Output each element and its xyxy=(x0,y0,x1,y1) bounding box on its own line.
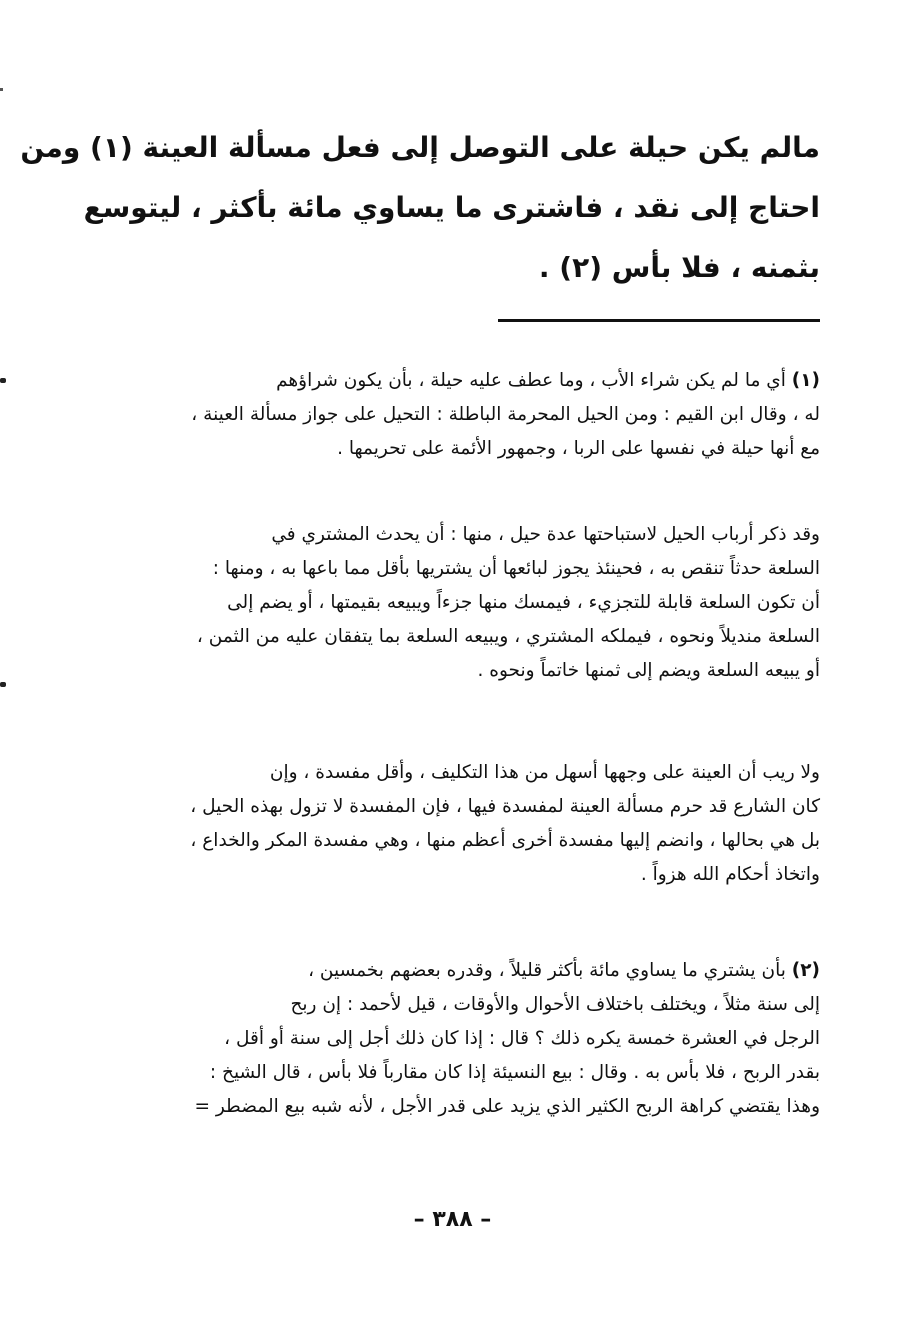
edge-speck xyxy=(0,88,3,91)
footnote-2-number: (٢) xyxy=(791,960,820,981)
main-text-line-1: مالم يكن حيلة على التوصل إلى فعل مسألة العينة (١) ومن xyxy=(20,131,820,164)
footnote-1-p2-line-1: وقد ذكر أرباب الحيل لاستباحتها عدة حيل ، منها : أن يحدث المشتري في xyxy=(271,524,820,545)
edge-mark-upper xyxy=(0,378,6,383)
main-text xyxy=(20,118,820,298)
footnote-2 xyxy=(80,954,820,1124)
footnote-2-line-1 xyxy=(80,954,820,988)
footnote-1-p3-line-1: ولا ريب أن العينة على وجهها أسهل من هذا التكليف ، وأقل مفسدة ، وإن xyxy=(269,762,820,783)
footnote-2-line-4: بقدر الربح ، فلا بأس به . وقال : بيع النسيئة إذا كان مقارباً فلا بأس ، قال الشيخ : xyxy=(209,1062,820,1083)
footnote-1-p3-line-4: واتخاذ أحكام الله هزواً . xyxy=(640,864,820,885)
footnote-2-text-1: بأن يشتري ما يساوي مائة بأكثر قليلاً ، وقدره بعضهم بخمسين ، xyxy=(308,960,786,981)
footnote-1-p2-line-5: أو يبيعه السلعة ويضم إلى ثمنها خاتماً ونحوه . xyxy=(477,660,820,681)
footnote-1-number: (١) xyxy=(791,370,820,391)
footnote-1-text-1: أي ما لم يكن شراء الأب ، وما عطف عليه حيلة ، بأن يكون شراؤهم xyxy=(276,370,786,391)
footnote-1-p3-line-3: بل هي بحالها ، وانضم إليها مفسدة أخرى أعظم منها ، وهي مفسدة المكر والخداع ، xyxy=(190,830,820,851)
footnote-1-p2-line-4: السلعة منديلاً ونحوه ، فيملكه المشتري ، ويبيعه السلعة بما يتفقان عليه من الثمن ، xyxy=(196,626,820,647)
footnote-1-line-1 xyxy=(80,364,820,398)
footnote-2-line-2: إلى سنة مثلاً ، ويختلف باختلاف الأحوال والأوقات ، قيل لأحمد : إن ربح xyxy=(290,994,820,1015)
main-text-line-3: بثمنه ، فلا بأس (٢) . xyxy=(538,251,820,284)
footnote-1-line-3: مع أنها حيلة في نفسها على الربا ، وجمهور الأئمة على تحريمها . xyxy=(337,438,820,459)
footnote-1-p3-line-2: كان الشارع قد حرم مسألة العينة لمفسدة فيها ، فإن المفسدة لا تزول بهذه الحيل ، xyxy=(190,796,820,817)
footnote-1-p2-line-3: أن تكون السلعة قابلة للتجزيء ، فيمسك منها جزءاً ويبيعه بقيمتها ، أو يضم إلى xyxy=(227,592,820,613)
footnote-separator xyxy=(498,319,820,322)
page-number: – ٣٨٨ – xyxy=(413,1207,492,1232)
footnote-1 xyxy=(80,364,820,466)
footnote-1-paragraph-2 xyxy=(80,518,820,688)
footnote-2-line-3: الرجل في العشرة خمسة يكره ذلك ؟ قال : إذا كان ذلك أجل إلى سنة أو أقل ، xyxy=(224,1028,820,1049)
edge-mark-lower xyxy=(0,682,6,687)
footnote-1-line-2: له ، وقال ابن القيم : ومن الحيل المحرمة الباطلة : التحيل على جواز مسألة العينة ، xyxy=(191,404,820,425)
footnote-2-line-5: وهذا يقتضي كراهة الربح الكثير الذي يزيد على قدر الأجل ، لأنه شبه بيع المضطر = xyxy=(194,1096,820,1117)
footnote-1-paragraph-3 xyxy=(80,756,820,892)
footnote-1-p2-line-2: السلعة حدثاً تنقص به ، فحينئذ يجوز لبائعها أن يشتريها بأقل مما باعها به ، ومنها : xyxy=(212,558,820,579)
main-text-line-2: احتاج إلى نقد ، فاشترى ما يساوي مائة بأكثر ، ليتوسع xyxy=(83,191,820,224)
